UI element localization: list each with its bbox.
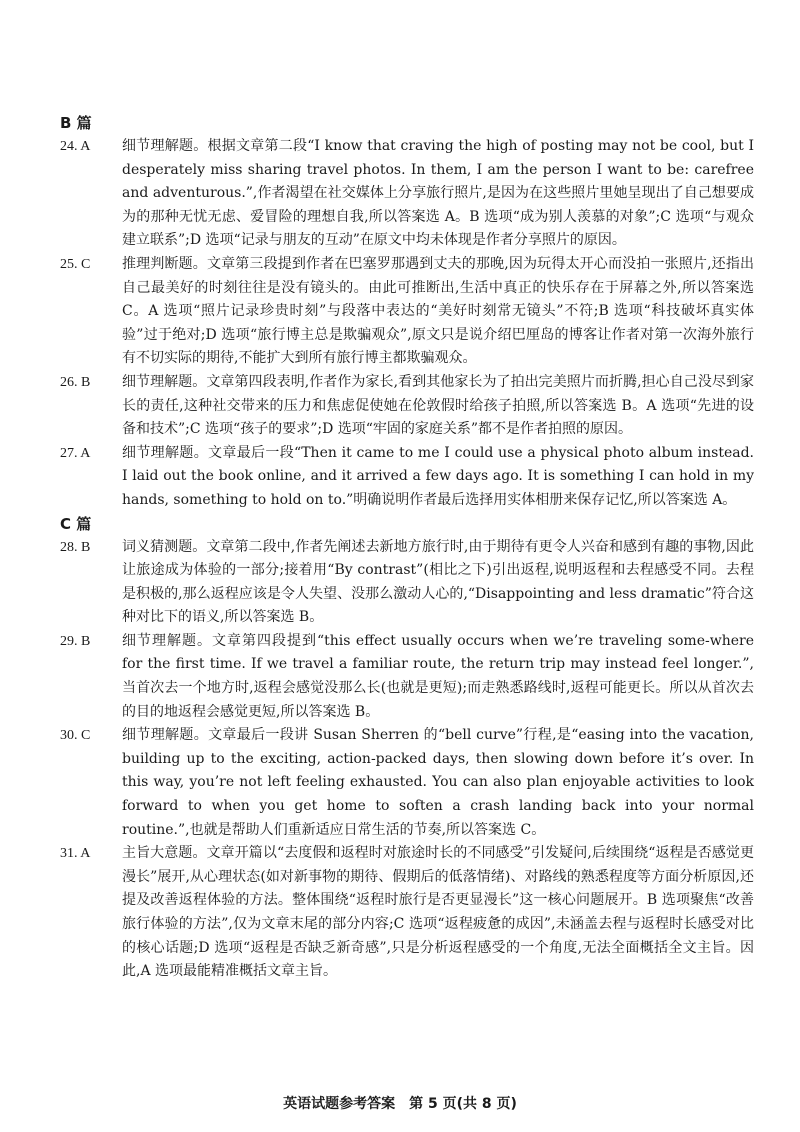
answer-item-30 — [60, 724, 754, 842]
answer-item-26 — [60, 371, 754, 442]
answer-item-29 — [60, 630, 754, 724]
answer-number: 29. B — [60, 633, 91, 649]
answer-item-25 — [60, 253, 754, 371]
answer-item-28 — [60, 536, 754, 630]
answer-number: 26. B — [60, 374, 91, 390]
answer-explanation: 推理判断题。文章第三段提到作者在巴塞罗那遇到丈夫的那晚,因为玩得太开心而没拍一张照片,还指出自己最美好的时刻往往是没有镜头的。由此可推断出,生活中真正的快乐存在于屏幕之外,所以答案选 C。A 选项“照片记录珍贵时刻”与段落中表达的“美好时刻常无镜头”不符;B 选项“科技破坏真实体验”过于绝对;D 选项“旅行博主总是欺骗观众”,原文只是说介绍巴厘岛的博客让作者对第一次海外旅行有不切实际的期待,不能扩大到所有旅行博主都欺骗观众。 — [122, 255, 754, 367]
answer-number: 30. C — [60, 728, 91, 744]
section-b — [60, 112, 754, 513]
answer-explanation: 细节理解题。文章第四段表明,作者作为家长,看到其他家长为了拍出完美照片而折腾,担心自己没尽到家长的责任,这种社交带来的压力和焦虑促使她在伦敦假时给孩子拍照,所以答案选 B。A 选项“先进的设备和技术”;C 选项“孩子的要求”;D 选项“牢固的家庭关系”都不是作者拍照的原因。 — [122, 373, 754, 438]
answer-item-27 — [60, 442, 754, 513]
answer-number: 25. C — [60, 256, 91, 272]
answer-explanation: 主旨大意题。文章开篇以“去度假和返程时对旅途时长的不同感受”引发疑问,后续围绕“返程是否感觉更漫长”展开,从心理状态(如对新事物的期待、假期后的低落情绪)、对路线的熟悉程度等方面分析原因,还提及改善返程体验的方法。整体围绕“返程时旅行是否更显漫长”这一核心问题展开。B 选项聚焦“改善旅行体验的方法”,仅为文章末尾的部分内容;C 选项“返程疲惫的成因”,未涵盖去程与返程时长感受对比的核心话题;D 选项“返程是否缺乏新奇感”,只是分析返程感受的一个角度,无法全面概括全文主旨。因此,A 选项最能精准概括文章主旨。 — [122, 845, 754, 980]
answer-explanation: 细节理解题。文章最后一段“Then it came to me I could use a physical photo album instead. I laid out the book online, and it arrived a few days ago. It is something I can hold in my hands, something to hold on to.”明确说明作者最后选择用实体相册来保存记忆,所以答案选 A。 — [122, 444, 754, 508]
answer-explanation: 细节理解题。根据文章第二段“I know that craving the high of posting may not be cool, but I desperately miss sharing travel photos. In them, I am the person I want to be: carefree and adventurous.”,作者渴望在社交媒体上分享旅行照片,是因为在这些照片里她呈现出了自己想要成为的那种无忧无虑、爱冒险的理想自我,所以答案选 A。B 选项“成为别人羡慕的对象”;C 选项“与观众建立联系”;D 选项“记录与朋友的互动”在原文中均未体现是作者分享照片的原因。 — [122, 138, 754, 249]
answer-number: 31. A — [60, 846, 91, 862]
answer-item-24 — [60, 135, 754, 253]
answer-explanation: 细节理解题。文章第四段提到“this effect usually occurs when we’re traveling some-where for the first time. If we travel a familiar route, the return trip may instead feel longer.”,当首次去一个地方时,返程会感觉没那么长(也就是更短);而走熟悉路线时,返程可能更长。所以从首次去的目的地返程会感觉更短,所以答案选 B。 — [122, 632, 754, 720]
section-title: B 篇 — [60, 114, 92, 132]
section-title: C 篇 — [60, 514, 92, 533]
page-footer: 英语试题参考答案 第 5 页(共 8 页) — [283, 1096, 517, 1112]
answer-item-31 — [60, 842, 754, 984]
answer-number: 24. A — [60, 139, 91, 154]
answer-number: 27. A — [60, 445, 91, 461]
answer-explanation: 细节理解题。文章最后一段讲 Susan Sherren 的“bell curve”行程,是“easing into the vacation, building up to the exciting, action-packed days, then slowing down before it’s over. In this way, you’re not left feeling exhausted. You can also plan enjoyable activities to look forward to when you get home to soften a crash landing back into your normal routine.”,也就是帮助人们重新适应日常生活的节奏,所以答案选 C。 — [122, 727, 754, 838]
section-c — [60, 513, 754, 984]
answer-explanation: 词义猜测题。文章第二段中,作者先阐述去新地方旅行时,由于期待有更令人兴奋和感到有趣的事物,因此让旅途成为体验的一部分;接着用“By contrast”(相比之下)引出返程,说明返程和去程感受不同。去程是积极的,那么返程应该是令人失望、没那么激动人心的,“Disappointing and less dramatic”符合这种对比下的语义,所以答案选 B。 — [122, 538, 754, 626]
answer-number: 28. B — [60, 539, 91, 555]
